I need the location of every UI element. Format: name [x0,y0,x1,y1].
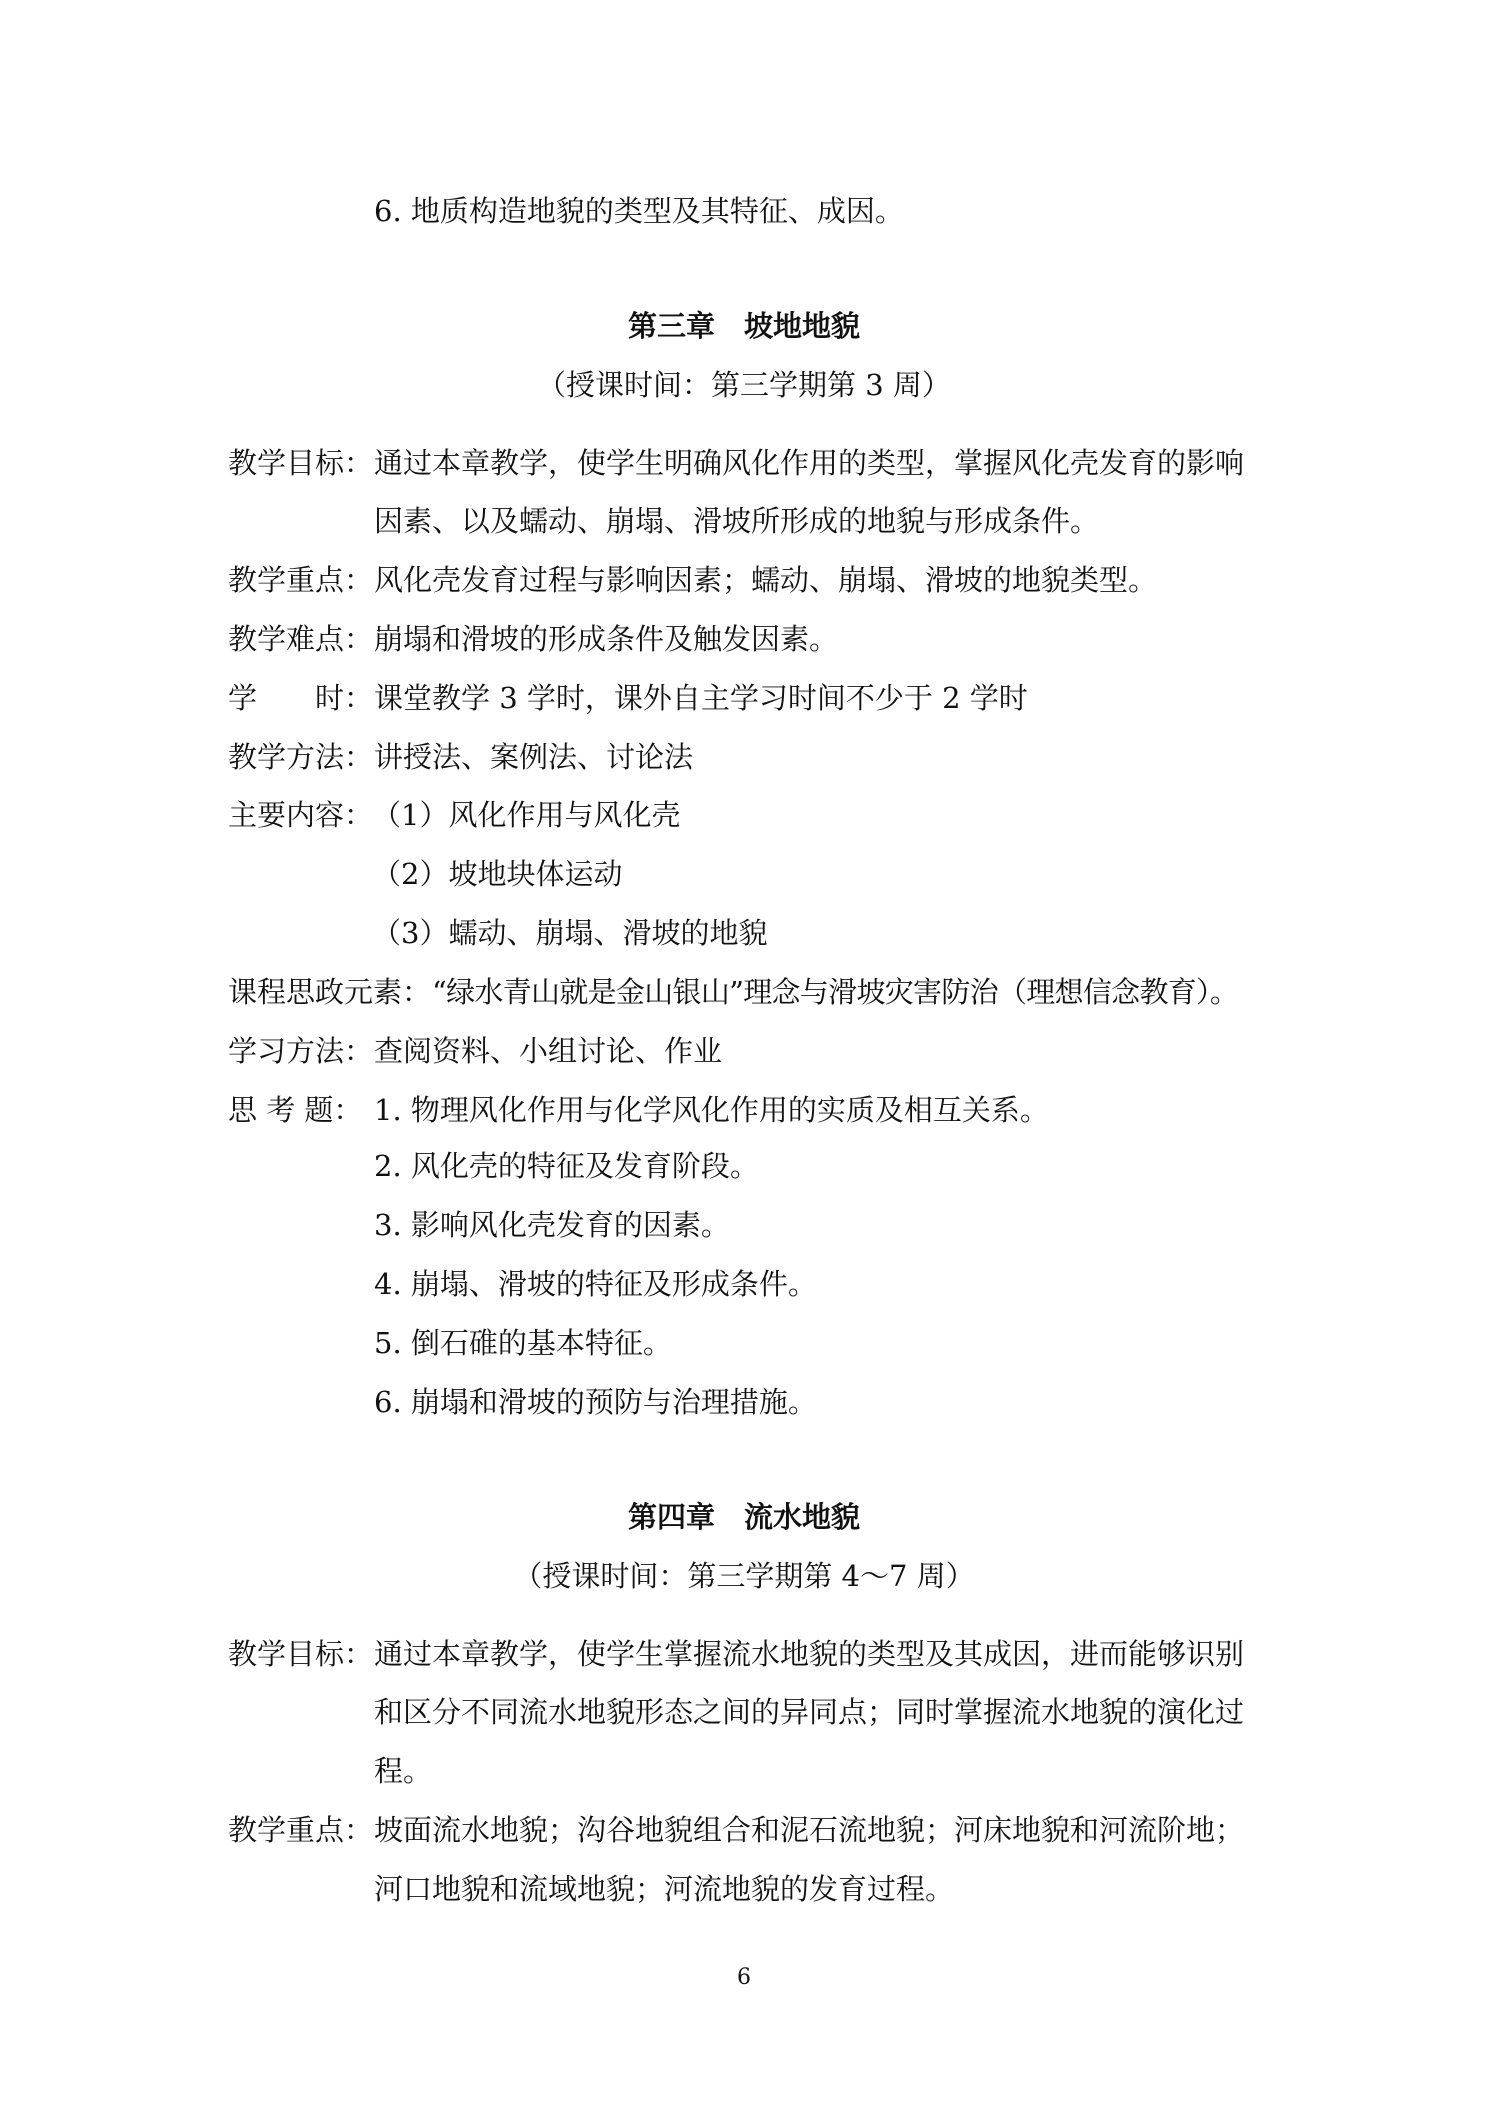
ch4-key-line-1: 坡面流水地貌；沟谷地貌组合和泥石流地貌；河床地貌和河流阶地； [374,1813,1245,1847]
ch3-content-item-3: （3）蠕动、崩塌、滑坡的地貌 [372,916,768,950]
ch3-method: 讲授法、案例法、讨论法 [374,740,694,774]
ch3-question-6: 6. 崩塌和滑坡的预防与治理措施。 [374,1385,817,1419]
ch3-content-item-2: （2）坡地块体运动 [372,857,623,891]
ch3-study-label: 学习方法： [228,1034,374,1068]
ch4-goal-label: 教学目标： [228,1637,374,1671]
ch4-key-label: 教学重点： [228,1813,374,1847]
ch3-question-1: 1. 物理风化作用与化学风化作用的实质及相互关系。 [374,1093,1049,1127]
ch4-goal-line-3: 程。 [374,1754,433,1788]
page-number: 6 [737,1965,751,1990]
ch3-question-4: 4. 崩塌、滑坡的特征及形成条件。 [374,1267,817,1301]
chapter-4-title: 第四章 流水地貌 [627,1500,860,1534]
ch3-ideology-label: 课程思政元素： [228,975,432,1009]
ch3-method-label: 教学方法： [228,740,374,774]
ch3-key: 风化壳发育过程与影响因素；蠕动、崩塌、滑坡的地貌类型。 [374,563,1158,597]
ch3-hours: 课堂教学 3 学时，课外自主学习时间不少于 2 学时 [374,681,1028,715]
ch3-diff: 崩塌和滑坡的形成条件及触发因素。 [374,622,839,656]
ch3-question-3: 3. 影响风化壳发育的因素。 [374,1208,730,1242]
ch3-ideology: “绿水青山就是金山银山”理念与滑坡灾害防治（理想信念教育）。 [432,975,1239,1009]
ch4-goal-line-1: 通过本章教学，使学生掌握流水地貌的类型及其成因，进而能够识别 [374,1637,1245,1671]
ch3-key-label: 教学重点： [228,563,374,597]
ch3-hours-label: 学 时： [228,681,374,715]
ch3-question-5: 5. 倒石碓的基本特征。 [374,1326,672,1360]
ch3-study: 查阅资料、小组讨论、作业 [374,1034,723,1068]
ch4-goal-line-2: 和区分不同流水地貌形态之间的异同点；同时掌握流水地貌的演化过 [374,1695,1245,1729]
ch3-questions-label: 思 考 题： [228,1093,363,1127]
ch3-content-item-1: （1）风化作用与风化壳 [372,798,681,832]
chapter-3-time: （授课时间：第三学期第 3 周） [537,368,951,402]
chapter-3-title: 第三章 坡地地貌 [627,309,860,343]
ch4-key-line-2: 河口地貌和流域地貌；河流地貌的发育过程。 [374,1872,955,1906]
ch3-content-label: 主要内容： [228,798,374,832]
chapter-4-time: （授课时间：第三学期第 4～7 周） [513,1559,975,1593]
ch3-goal-line-2: 因素、以及蠕动、崩塌、滑坡所形成的地貌与形成条件。 [374,504,1100,538]
prev-item-6: 6. 地质构造地貌的类型及其特征、成因。 [374,194,904,228]
ch3-question-2: 2. 风化壳的特征及发育阶段。 [374,1149,759,1183]
ch3-goal-line-1: 通过本章教学，使学生明确风化作用的类型，掌握风化壳发育的影响 [374,446,1245,480]
ch3-diff-label: 教学难点： [228,622,374,656]
ch3-goal-label: 教学目标： [228,446,374,480]
